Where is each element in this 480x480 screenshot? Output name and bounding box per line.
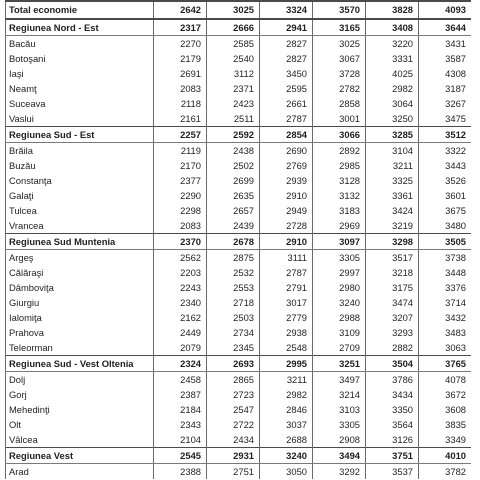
value-cell: 2553 <box>207 280 260 295</box>
value-cell: 2666 <box>207 19 260 36</box>
value-cell: 3331 <box>366 51 419 66</box>
value-cell: 2722 <box>207 417 260 432</box>
value-cell: 3324 <box>260 1 313 19</box>
value-cell: 2779 <box>260 310 313 325</box>
value-cell: 3218 <box>366 265 419 280</box>
value-cell: 3240 <box>313 295 366 310</box>
value-cell: 2423 <box>207 96 260 111</box>
value-cell: 2688 <box>260 432 313 448</box>
county-row <box>6 143 472 159</box>
value-cell: 2203 <box>154 265 207 280</box>
value-cell: 2370 <box>154 234 207 250</box>
value-cell: 2693 <box>207 356 260 372</box>
county-row <box>6 203 472 218</box>
value-cell: 3483 <box>419 325 472 340</box>
row-label: Tulcea <box>6 203 154 218</box>
value-cell: 2243 <box>154 280 207 295</box>
value-cell: 2345 <box>207 340 260 356</box>
row-label: Brăila <box>6 143 154 159</box>
value-cell: 2908 <box>313 432 366 448</box>
row-label: Prahova <box>6 325 154 340</box>
value-cell: 2324 <box>154 356 207 372</box>
value-cell: 3570 <box>313 1 366 19</box>
value-cell: 4308 <box>419 66 472 81</box>
row-label: Regiunea Sud Muntenia <box>6 234 154 250</box>
value-cell: 3448 <box>419 265 472 280</box>
region-row <box>6 234 472 250</box>
value-cell: 3250 <box>366 111 419 127</box>
value-cell: 2787 <box>260 111 313 127</box>
value-cell: 2511 <box>207 111 260 127</box>
row-label: Regiunea Sud - Est <box>6 127 154 143</box>
county-row <box>6 111 472 127</box>
value-cell: 3349 <box>419 432 472 448</box>
value-cell: 2343 <box>154 417 207 432</box>
county-row <box>6 250 472 266</box>
value-cell: 3037 <box>260 417 313 432</box>
row-label: Suceava <box>6 96 154 111</box>
value-cell: 2865 <box>207 372 260 388</box>
county-row <box>6 310 472 325</box>
row-label: Neamţ <box>6 81 154 96</box>
value-cell: 3786 <box>366 372 419 388</box>
county-row <box>6 464 472 480</box>
value-cell: 3738 <box>419 250 472 266</box>
value-cell: 3322 <box>419 143 472 159</box>
county-row <box>6 402 472 417</box>
value-cell: 3497 <box>313 372 366 388</box>
value-cell: 3103 <box>313 402 366 417</box>
value-cell: 2387 <box>154 387 207 402</box>
value-cell: 3293 <box>366 325 419 340</box>
county-row <box>6 66 472 81</box>
value-cell: 2892 <box>313 143 366 159</box>
value-cell: 2858 <box>313 96 366 111</box>
value-cell: 3828 <box>366 1 419 19</box>
value-cell: 2257 <box>154 127 207 143</box>
county-row <box>6 340 472 356</box>
value-cell: 2540 <box>207 51 260 66</box>
table-body <box>6 0 472 479</box>
row-label: Dâmboviţa <box>6 280 154 295</box>
region-row <box>6 356 472 372</box>
value-cell: 3063 <box>419 340 472 356</box>
value-cell: 2734 <box>207 325 260 340</box>
value-cell: 3564 <box>366 417 419 432</box>
value-cell: 3782 <box>419 464 472 480</box>
value-cell: 3474 <box>366 295 419 310</box>
value-cell: 2969 <box>313 218 366 234</box>
value-cell: 2449 <box>154 325 207 340</box>
county-row <box>6 372 472 388</box>
county-row <box>6 36 472 52</box>
value-cell: 2434 <box>207 432 260 448</box>
row-label: Vrancea <box>6 218 154 234</box>
value-cell: 3443 <box>419 158 472 173</box>
value-cell: 2827 <box>260 36 313 52</box>
row-label: Regiunea Vest <box>6 448 154 464</box>
value-cell: 3298 <box>366 234 419 250</box>
row-label: Constanţa <box>6 173 154 188</box>
value-cell: 3432 <box>419 310 472 325</box>
value-cell: 3128 <box>313 173 366 188</box>
value-cell: 2585 <box>207 36 260 52</box>
county-row <box>6 325 472 340</box>
value-cell: 3714 <box>419 295 472 310</box>
county-row <box>6 295 472 310</box>
row-label: Olt <box>6 417 154 432</box>
value-cell: 2827 <box>260 51 313 66</box>
value-cell: 2298 <box>154 203 207 218</box>
row-label: Galaţi <box>6 188 154 203</box>
value-cell: 3211 <box>260 372 313 388</box>
value-cell: 3325 <box>366 173 419 188</box>
row-label: Gorj <box>6 387 154 402</box>
value-cell: 3835 <box>419 417 472 432</box>
value-cell: 2910 <box>260 234 313 250</box>
value-cell: 2439 <box>207 218 260 234</box>
county-row <box>6 188 472 203</box>
value-cell: 3475 <box>419 111 472 127</box>
value-cell: 3267 <box>419 96 472 111</box>
value-cell: 2388 <box>154 464 207 480</box>
value-cell: 3097 <box>313 234 366 250</box>
value-cell: 2562 <box>154 250 207 266</box>
value-cell: 2548 <box>260 340 313 356</box>
region-row <box>6 448 472 464</box>
value-cell: 3050 <box>260 464 313 480</box>
value-cell: 2791 <box>260 280 313 295</box>
value-cell: 3220 <box>366 36 419 52</box>
value-cell: 3675 <box>419 203 472 218</box>
value-cell: 2995 <box>260 356 313 372</box>
value-cell: 3505 <box>419 234 472 250</box>
value-cell: 3424 <box>366 203 419 218</box>
value-cell: 3112 <box>207 66 260 81</box>
value-cell: 3608 <box>419 402 472 417</box>
row-label: Bacău <box>6 36 154 52</box>
row-label: Teleorman <box>6 340 154 356</box>
value-cell: 3066 <box>313 127 366 143</box>
value-cell: 2723 <box>207 387 260 402</box>
value-cell: 3480 <box>419 218 472 234</box>
value-cell: 2882 <box>366 340 419 356</box>
county-row <box>6 173 472 188</box>
row-label: Vâlcea <box>6 432 154 448</box>
value-cell: 2170 <box>154 158 207 173</box>
value-cell: 3644 <box>419 19 472 36</box>
value-cell: 2079 <box>154 340 207 356</box>
value-cell: 3526 <box>419 173 472 188</box>
value-cell: 2290 <box>154 188 207 203</box>
value-cell: 2340 <box>154 295 207 310</box>
value-cell: 3601 <box>419 188 472 203</box>
row-label: Ialomiţa <box>6 310 154 325</box>
value-cell: 3017 <box>260 295 313 310</box>
county-row <box>6 96 472 111</box>
value-cell: 2875 <box>207 250 260 266</box>
value-cell: 2592 <box>207 127 260 143</box>
value-cell: 2980 <box>313 280 366 295</box>
row-label: Vaslui <box>6 111 154 127</box>
value-cell: 2769 <box>260 158 313 173</box>
value-cell: 3183 <box>313 203 366 218</box>
value-cell: 3504 <box>366 356 419 372</box>
value-cell: 3305 <box>313 417 366 432</box>
value-cell: 2503 <box>207 310 260 325</box>
value-cell: 2635 <box>207 188 260 203</box>
value-cell: 2718 <box>207 295 260 310</box>
value-cell: 2270 <box>154 36 207 52</box>
value-cell: 3175 <box>366 280 419 295</box>
row-label: Regiunea Nord - Est <box>6 19 154 36</box>
value-cell: 2982 <box>366 81 419 96</box>
value-cell: 2910 <box>260 188 313 203</box>
county-row <box>6 432 472 448</box>
value-cell: 3025 <box>207 1 260 19</box>
county-row <box>6 218 472 234</box>
value-cell: 3765 <box>419 356 472 372</box>
value-cell: 3751 <box>366 448 419 464</box>
value-cell: 3728 <box>313 66 366 81</box>
value-cell: 3537 <box>366 464 419 480</box>
value-cell: 3494 <box>313 448 366 464</box>
value-cell: 2083 <box>154 218 207 234</box>
row-label: Giurgiu <box>6 295 154 310</box>
value-cell: 2547 <box>207 402 260 417</box>
value-cell: 3587 <box>419 51 472 66</box>
salary-table <box>5 0 471 479</box>
value-cell: 3350 <box>366 402 419 417</box>
value-cell: 2854 <box>260 127 313 143</box>
value-cell: 2179 <box>154 51 207 66</box>
value-cell: 4025 <box>366 66 419 81</box>
value-cell: 3207 <box>366 310 419 325</box>
value-cell: 3434 <box>366 387 419 402</box>
value-cell: 3376 <box>419 280 472 295</box>
value-cell: 2184 <box>154 402 207 417</box>
value-cell: 2939 <box>260 173 313 188</box>
county-row <box>6 280 472 295</box>
row-label: Arad <box>6 464 154 480</box>
county-row <box>6 417 472 432</box>
value-cell: 3064 <box>366 96 419 111</box>
value-cell: 2678 <box>207 234 260 250</box>
county-row <box>6 51 472 66</box>
row-label: Regiunea Sud - Vest Oltenia <box>6 356 154 372</box>
value-cell: 3517 <box>366 250 419 266</box>
value-cell: 2532 <box>207 265 260 280</box>
value-cell: 2438 <box>207 143 260 159</box>
value-cell: 3672 <box>419 387 472 402</box>
value-cell: 2104 <box>154 432 207 448</box>
row-label: Argeş <box>6 250 154 266</box>
value-cell: 2751 <box>207 464 260 480</box>
value-cell: 2949 <box>260 203 313 218</box>
value-cell: 2661 <box>260 96 313 111</box>
value-cell: 3001 <box>313 111 366 127</box>
value-cell: 2709 <box>313 340 366 356</box>
total-row <box>6 1 472 19</box>
value-cell: 3219 <box>366 218 419 234</box>
value-cell: 2317 <box>154 19 207 36</box>
value-cell: 3512 <box>419 127 472 143</box>
value-cell: 2371 <box>207 81 260 96</box>
value-cell: 2595 <box>260 81 313 96</box>
value-cell: 2502 <box>207 158 260 173</box>
value-cell: 2377 <box>154 173 207 188</box>
value-cell: 3067 <box>313 51 366 66</box>
value-cell: 2997 <box>313 265 366 280</box>
value-cell: 2545 <box>154 448 207 464</box>
county-row <box>6 265 472 280</box>
value-cell: 3305 <box>313 250 366 266</box>
value-cell: 2162 <box>154 310 207 325</box>
statistics-table-page <box>5 0 471 480</box>
value-cell: 3126 <box>366 432 419 448</box>
row-label: Dolj <box>6 372 154 388</box>
value-cell: 3240 <box>260 448 313 464</box>
value-cell: 2161 <box>154 111 207 127</box>
region-row <box>6 19 472 36</box>
value-cell: 4010 <box>419 448 472 464</box>
value-cell: 4093 <box>419 1 472 19</box>
value-cell: 2458 <box>154 372 207 388</box>
value-cell: 3292 <box>313 464 366 480</box>
value-cell: 2787 <box>260 265 313 280</box>
row-label: Mehedinţi <box>6 402 154 417</box>
value-cell: 3408 <box>366 19 419 36</box>
value-cell: 2642 <box>154 1 207 19</box>
value-cell: 2941 <box>260 19 313 36</box>
value-cell: 3285 <box>366 127 419 143</box>
county-row <box>6 81 472 96</box>
value-cell: 2782 <box>313 81 366 96</box>
value-cell: 2083 <box>154 81 207 96</box>
value-cell: 2988 <box>313 310 366 325</box>
county-row <box>6 387 472 402</box>
value-cell: 3214 <box>313 387 366 402</box>
value-cell: 2938 <box>260 325 313 340</box>
county-row <box>6 158 472 173</box>
value-cell: 3132 <box>313 188 366 203</box>
value-cell: 2119 <box>154 143 207 159</box>
value-cell: 2846 <box>260 402 313 417</box>
value-cell: 3111 <box>260 250 313 266</box>
value-cell: 3361 <box>366 188 419 203</box>
row-label: Botoşani <box>6 51 154 66</box>
value-cell: 3251 <box>313 356 366 372</box>
value-cell: 4078 <box>419 372 472 388</box>
value-cell: 2699 <box>207 173 260 188</box>
value-cell: 3450 <box>260 66 313 81</box>
value-cell: 2657 <box>207 203 260 218</box>
value-cell: 3104 <box>366 143 419 159</box>
value-cell: 3431 <box>419 36 472 52</box>
value-cell: 2690 <box>260 143 313 159</box>
value-cell: 3211 <box>366 158 419 173</box>
row-label: Călăraşi <box>6 265 154 280</box>
row-label: Buzău <box>6 158 154 173</box>
value-cell: 3025 <box>313 36 366 52</box>
region-row <box>6 127 472 143</box>
value-cell: 3109 <box>313 325 366 340</box>
row-label: Iaşi <box>6 66 154 81</box>
value-cell: 2985 <box>313 158 366 173</box>
value-cell: 2728 <box>260 218 313 234</box>
value-cell: 2118 <box>154 96 207 111</box>
value-cell: 3165 <box>313 19 366 36</box>
row-label: Total economie <box>6 1 154 19</box>
value-cell: 2691 <box>154 66 207 81</box>
value-cell: 3187 <box>419 81 472 96</box>
value-cell: 2982 <box>260 387 313 402</box>
value-cell: 2931 <box>207 448 260 464</box>
